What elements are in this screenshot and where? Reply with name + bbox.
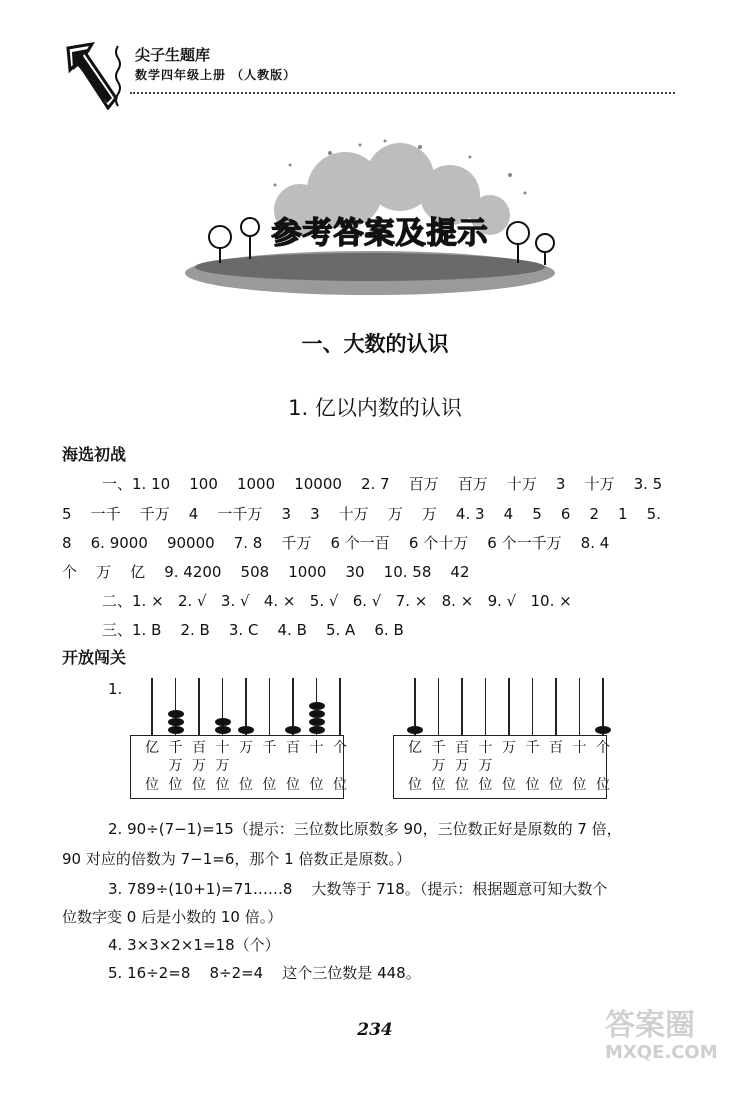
- answer-line: 2. 90÷(7−1)=15（提示：三位数比原数多 90，三位数正好是原数的 7 倍，: [108, 820, 622, 838]
- answer-line: 三、1. B 2. B 3. C 4. B 5. A 6. B: [102, 621, 404, 639]
- place-value-label: 千: [262, 740, 277, 756]
- abacus-bead: [168, 726, 184, 734]
- answer-line: 一、1. 10 100 1000 10000 2. 7 百万 百万 十万 3 十万 3. 5: [102, 475, 663, 493]
- answer-line: 5. 16÷2=8 8÷2=4 这个三位数是 448。: [108, 964, 421, 982]
- abacus-rod: [485, 678, 487, 735]
- answer-line: 3. 789÷(10+1)=71……8 大数等于 718。（提示：根据题意可知大数个: [108, 880, 608, 898]
- abacus-right: [393, 672, 608, 802]
- place-value-label: 位: [286, 777, 300, 793]
- book-subtitle: 数学四年级上册 （人教版）: [135, 68, 297, 82]
- place-value-label: 十: [215, 740, 230, 756]
- place-value-label: 位: [596, 777, 610, 793]
- header-divider: [130, 92, 675, 94]
- abacus-bead: [309, 710, 325, 718]
- page-number: 234: [357, 1020, 393, 1040]
- place-value-label: 万: [478, 758, 493, 774]
- place-value-label: 位: [168, 777, 183, 793]
- place-value-label: 位: [239, 777, 253, 793]
- abacus-bead: [309, 702, 325, 710]
- place-value-label: 万: [168, 758, 183, 774]
- abacus-bead: [215, 718, 231, 726]
- place-value-label: 百: [455, 740, 469, 756]
- place-value-label: 位: [408, 777, 422, 793]
- place-value-label: 个: [333, 740, 347, 756]
- place-value-label: 个: [596, 740, 610, 756]
- abacus-bead: [215, 726, 231, 734]
- place-value-label: 万: [455, 758, 469, 774]
- abacus-bead: [595, 726, 611, 734]
- watermark-url: MXQE.COM: [605, 1042, 718, 1063]
- place-value-label: 万: [192, 758, 206, 774]
- abacus-rod: [579, 678, 581, 735]
- place-value-label: 百: [286, 740, 300, 756]
- question-number: 1.: [108, 680, 123, 698]
- corner-arrow-icon: [62, 40, 124, 118]
- abacus-rod: [438, 678, 440, 735]
- place-value-label: 位: [215, 777, 230, 793]
- abacus-bead: [285, 726, 301, 734]
- place-value-label: 位: [502, 777, 516, 793]
- place-value-label: 位: [192, 777, 206, 793]
- abacus-rod: [339, 678, 341, 735]
- place-value-label: 万: [502, 740, 516, 756]
- place-value-label: 万: [431, 758, 446, 774]
- abacus-bead: [309, 726, 325, 734]
- abacus-rod: [461, 678, 463, 735]
- place-value-label: 位: [455, 777, 469, 793]
- abacus-rod: [269, 678, 271, 735]
- abacus-rod: [555, 678, 557, 735]
- chapter-title: 一、大数的认识: [301, 332, 449, 356]
- watermark-logo: 答案圈: [605, 1008, 695, 1043]
- place-value-label: 百: [192, 740, 206, 756]
- abacus-left: [130, 672, 345, 802]
- abacus-rod: [508, 678, 510, 735]
- abacus-rod: [151, 678, 153, 735]
- abacus-rod: [532, 678, 534, 735]
- place-value-label: 千: [431, 740, 446, 756]
- place-value-label: 位: [431, 777, 446, 793]
- section-heading-haixuan: 海选初战: [62, 445, 127, 464]
- place-value-label: 万: [239, 740, 253, 756]
- answer-line: 8 6. 9000 90000 7. 8 千万 6 个一百 6 个十万 6 个一千万 8. 4: [62, 534, 610, 552]
- abacus-bead: [309, 718, 325, 726]
- answer-line: 5 一千 千万 4 一千万 3 3 十万 万 万 4. 3 4 5 6 2 1 5.: [62, 505, 661, 523]
- section-heading-kaifang: 开放闯关: [62, 648, 127, 667]
- book-series-title: 尖子生题库: [135, 46, 211, 64]
- place-value-label: 十: [478, 740, 493, 756]
- banner-title: 参考答案及提示: [271, 216, 489, 251]
- place-value-label: 十: [572, 740, 587, 756]
- place-value-label: 位: [145, 777, 159, 793]
- answer-line: 个 万 亿 9. 4200 508 1000 30 10. 58 42: [62, 563, 470, 581]
- answer-line: 位数字变 0 后是小数的 10 倍。）: [62, 908, 283, 926]
- answer-line: 4. 3×3×2×1=18（个）: [108, 936, 280, 954]
- place-value-label: 位: [525, 777, 540, 793]
- place-value-label: 千: [525, 740, 540, 756]
- place-value-label: 位: [478, 777, 493, 793]
- place-value-label: 位: [572, 777, 587, 793]
- place-value-label: 亿: [408, 740, 422, 756]
- place-value-label: 千: [168, 740, 183, 756]
- place-value-label: 亿: [145, 740, 159, 756]
- abacus-bead: [238, 726, 254, 734]
- abacus-rod: [198, 678, 200, 735]
- place-value-label: 十: [309, 740, 324, 756]
- answer-line: 二、1. × 2. √ 3. √ 4. × 5. √ 6. √ 7. × 8. × 9. √ 10. ×: [102, 592, 572, 610]
- place-value-label: 万: [215, 758, 230, 774]
- abacus-bead: [407, 726, 423, 734]
- abacus-bead: [168, 718, 184, 726]
- place-value-label: 位: [309, 777, 324, 793]
- place-value-label: 位: [549, 777, 563, 793]
- place-value-label: 位: [262, 777, 277, 793]
- answer-line: 90 对应的倍数为 7−1=6，那个 1 倍数正是原数。）: [62, 850, 411, 868]
- abacus-bead: [168, 710, 184, 718]
- place-value-label: 百: [549, 740, 563, 756]
- place-value-label: 位: [333, 777, 347, 793]
- lesson-title: 1. 亿以内数的认识: [288, 396, 462, 420]
